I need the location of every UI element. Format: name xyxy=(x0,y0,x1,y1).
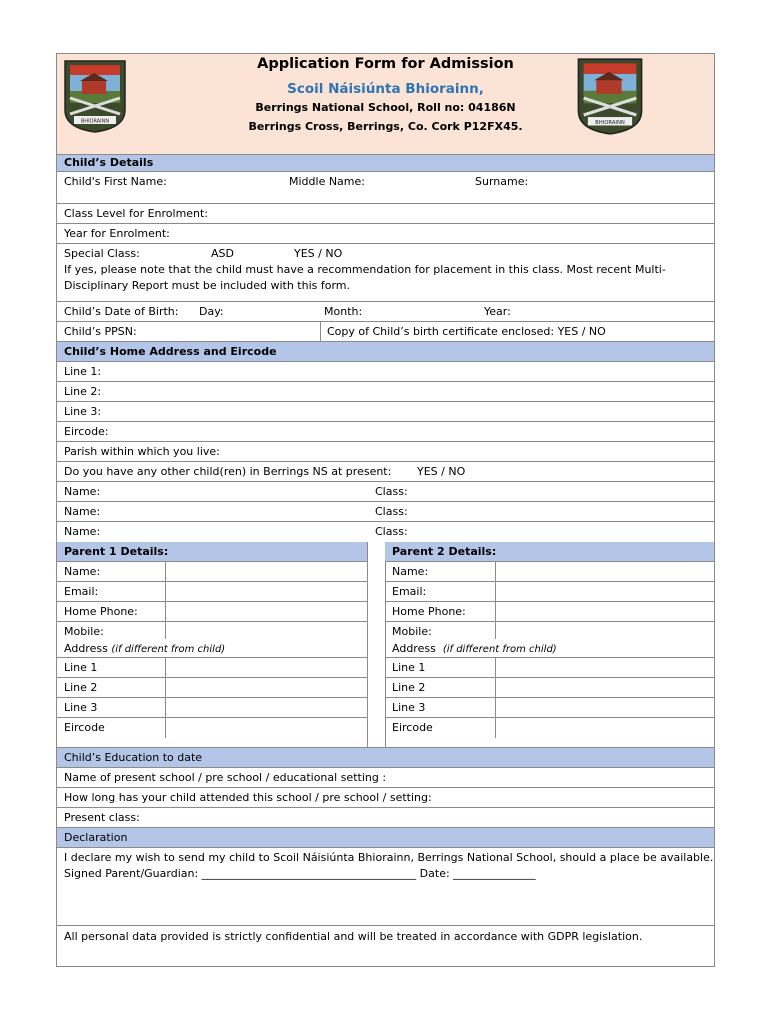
parent1-name-label: Name: xyxy=(64,565,101,578)
ppsn-divider xyxy=(320,322,321,341)
parent2-email-label: Email: xyxy=(392,585,427,598)
parent2-addr-line2-row[interactable] xyxy=(385,678,714,698)
parent2-phone-row[interactable] xyxy=(385,602,714,622)
ppsn-row[interactable] xyxy=(57,322,714,342)
special-class-note: If yes, please note that the child must have a recommendation for placement in this class. Most recent Multi-Disciplinary Report must be included with this form. xyxy=(64,263,666,292)
parent1-addr-line2-label: Line 2 xyxy=(64,681,98,694)
parent1-addr-line2-row[interactable] xyxy=(57,678,367,698)
address-line2-row[interactable]: Line 2: xyxy=(57,382,714,402)
other-children-label: Do you have any other child(ren) in Berrings NS at present: xyxy=(64,465,392,478)
asd-label: ASD xyxy=(211,247,234,260)
parent1-address-label: Address xyxy=(64,642,108,655)
sibling-row[interactable] xyxy=(57,482,714,502)
section-childs-details: Child’s Details xyxy=(57,155,714,172)
declaration-text: I declare my wish to send my child to Scoil Náisiúnta Bhiorainn, Berrings National School, should a place be available. xyxy=(64,851,714,864)
address-eircode-row[interactable]: Eircode: xyxy=(57,422,714,442)
how-long-row[interactable]: How long has your child attended this school / pre school / setting: xyxy=(57,788,714,808)
parent2-address-label: Address xyxy=(392,642,436,655)
sibling-name-label: Name: xyxy=(64,485,101,498)
present-school-row[interactable]: Name of present school / pre school / educational setting : xyxy=(57,768,714,788)
school-address-line: Berrings Cross, Berrings, Co. Cork P12FX45. xyxy=(248,120,523,133)
signature-line[interactable]: Signed Parent/Guardian: _______________________________________ Date: _______________ xyxy=(64,867,536,880)
parent2-title: Parent 2 Details: xyxy=(385,542,714,562)
parent2-eircode-row[interactable] xyxy=(385,718,714,738)
child-name-row[interactable] xyxy=(57,172,714,204)
parent1-email-row[interactable] xyxy=(57,582,367,602)
middle-name-label: Middle Name: xyxy=(289,175,365,188)
section-declaration: Declaration xyxy=(57,828,714,848)
parent1-address-row xyxy=(57,639,367,658)
parent1-addr-line3-label: Line 3 xyxy=(64,701,98,714)
dob-label: Child’s Date of Birth: xyxy=(64,305,179,318)
sibling-row[interactable] xyxy=(57,502,714,522)
admission-form xyxy=(56,53,715,967)
sibling-class-label: Class: xyxy=(375,505,408,518)
parent2-addr-line1-label: Line 1 xyxy=(392,661,426,674)
surname-label: Surname: xyxy=(475,175,529,188)
sibling-name-label: Name: xyxy=(64,525,101,538)
parent1-name-row[interactable] xyxy=(57,562,367,582)
sibling-row[interactable] xyxy=(57,522,714,542)
form-title: Application Form for Admission xyxy=(257,56,514,72)
parish-row[interactable]: Parish within which you live: xyxy=(57,442,714,462)
other-children-yes-no[interactable]: YES / NO xyxy=(417,465,466,478)
logo-caption-left: BHIORAINN xyxy=(80,118,110,125)
ppsn-label: Child’s PPSN: xyxy=(64,325,137,338)
parent2-addr-line3-label: Line 3 xyxy=(392,701,426,714)
class-level-row[interactable]: Class Level for Enrolment: xyxy=(57,204,714,224)
parent2-phone-label: Home Phone: xyxy=(392,605,466,618)
dob-day-label: Day: xyxy=(199,305,224,318)
parent1-eircode-row[interactable] xyxy=(57,718,367,738)
parent2-addr-line3-row[interactable] xyxy=(385,698,714,718)
special-class-label: Special Class: xyxy=(64,247,140,260)
declaration-row[interactable] xyxy=(57,848,714,926)
parent2-mobile-label: Mobile: xyxy=(392,625,432,638)
logo-caption-right: BHIORAINN xyxy=(595,119,625,126)
address-line1-row[interactable]: Line 1: xyxy=(57,362,714,382)
address-line3-row[interactable]: Line 3: xyxy=(57,402,714,422)
dob-month-label: Month: xyxy=(324,305,363,318)
parent1-phone-row[interactable] xyxy=(57,602,367,622)
parent2-addr-line1-row[interactable] xyxy=(385,658,714,678)
school-name: Scoil Náisiúnta Bhiorainn, xyxy=(287,81,484,97)
dob-year-label: Year: xyxy=(484,305,511,318)
parent2-name-row[interactable] xyxy=(385,562,714,582)
present-class-row[interactable]: Present class: xyxy=(57,808,714,828)
parent1-addr-line1-row[interactable] xyxy=(57,658,367,678)
parents-details xyxy=(57,542,714,748)
parent1-address-note: (if different from child) xyxy=(111,644,226,655)
parent1-eircode-label: Eircode xyxy=(64,721,105,734)
parents-gap xyxy=(367,542,386,747)
other-children-row[interactable] xyxy=(57,462,714,482)
parent2-mobile-row[interactable] xyxy=(385,622,714,639)
parent2-address-row xyxy=(385,639,714,658)
school-roll-line: Berrings National School, Roll no: 04186N xyxy=(255,101,516,114)
gdpr-row: All personal data provided is strictly confidential and will be treated in accordance with GDPR legislation. xyxy=(64,930,643,943)
sibling-class-label: Class: xyxy=(375,525,408,538)
parent2-name-label: Name: xyxy=(392,565,429,578)
special-yes-no[interactable]: YES / NO xyxy=(294,247,343,260)
parent1-title: Parent 1 Details: xyxy=(57,542,367,562)
parent2-eircode-label: Eircode xyxy=(392,721,433,734)
parent2-address-note: (if different from child) xyxy=(442,644,557,655)
parent2-column xyxy=(385,542,714,738)
year-enrolment-row[interactable]: Year for Enrolment: xyxy=(57,224,714,244)
birth-cert-label[interactable]: Copy of Child’s birth certificate enclosed: YES / NO xyxy=(327,325,606,338)
parent1-column xyxy=(57,542,367,738)
section-education: Child’s Education to date xyxy=(57,748,714,768)
parent2-email-row[interactable] xyxy=(385,582,714,602)
parent1-email-label: Email: xyxy=(64,585,99,598)
parent1-mobile-row[interactable] xyxy=(57,622,367,639)
parent2-addr-line2-label: Line 2 xyxy=(392,681,426,694)
first-name-label: Child's First Name: xyxy=(64,175,167,188)
parent1-mobile-label: Mobile: xyxy=(64,625,104,638)
parent1-phone-label: Home Phone: xyxy=(64,605,138,618)
section-home-address: Child’s Home Address and Eircode xyxy=(57,342,714,362)
form-header xyxy=(57,54,714,155)
sibling-name-label: Name: xyxy=(64,505,101,518)
parent1-addr-line3-row[interactable] xyxy=(57,698,367,718)
sibling-class-label: Class: xyxy=(375,485,408,498)
parent1-addr-line1-label: Line 1 xyxy=(64,661,98,674)
special-class-row[interactable] xyxy=(57,244,714,302)
dob-row[interactable] xyxy=(57,302,714,322)
